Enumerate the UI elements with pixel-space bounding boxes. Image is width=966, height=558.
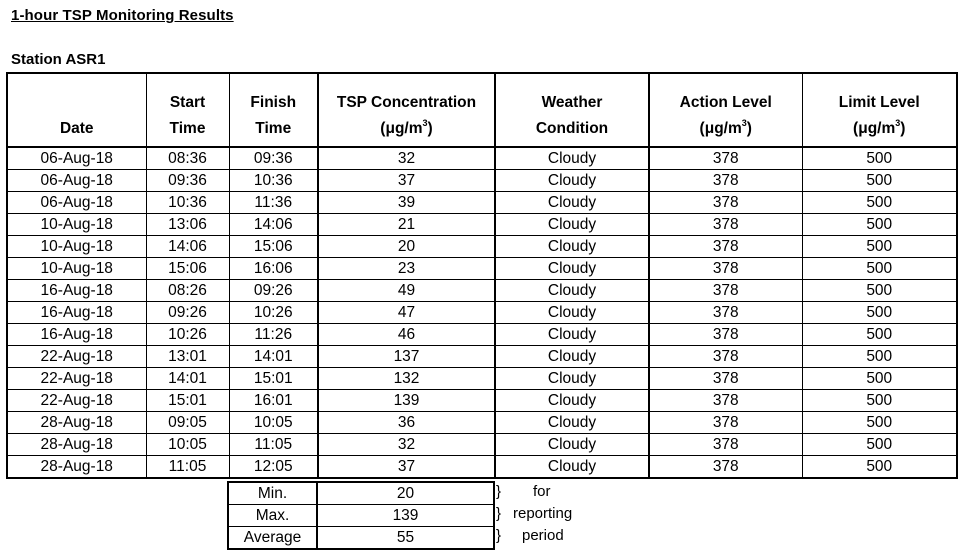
table-row (7, 456, 957, 479)
cell-weather: Cloudy (495, 368, 649, 390)
cell-finish-time: 09:26 (229, 280, 318, 302)
cell-tsp: 46 (318, 324, 495, 346)
cell-finish-time: 11:26 (229, 324, 318, 346)
cell-action-level: 378 (649, 346, 802, 368)
cell-tsp: 36 (318, 412, 495, 434)
table-row (7, 280, 957, 302)
monitoring-results-table (6, 72, 958, 479)
cell-finish-time: 15:06 (229, 236, 318, 258)
cell-weather: Cloudy (495, 412, 649, 434)
summary-value: 20 (317, 482, 494, 505)
cell-finish-time: 14:06 (229, 214, 318, 236)
header-finish-time: Finish Time (229, 73, 318, 147)
cell-start-time: 13:06 (146, 214, 229, 236)
header-tsp-concentration: TSP Concentration $(\mu g/m^3)$ (318, 73, 495, 147)
cell-tsp: 139 (318, 390, 495, 412)
summary-label: Min. (228, 482, 317, 505)
cell-action-level: 378 (649, 434, 802, 456)
cell-weather: Cloudy (495, 390, 649, 412)
table-row (7, 302, 957, 324)
cell-date: 22-Aug-18 (7, 368, 146, 390)
cell-action-level: 378 (649, 214, 802, 236)
cell-action-level: 378 (649, 368, 802, 390)
cell-start-time: 15:06 (146, 258, 229, 280)
table-row (7, 170, 957, 192)
cell-start-time: 09:36 (146, 170, 229, 192)
cell-finish-time: 16:06 (229, 258, 318, 280)
summary-note-period: period (522, 527, 564, 544)
cell-tsp: 32 (318, 434, 495, 456)
table-row (7, 147, 957, 170)
cell-action-level: 378 (649, 390, 802, 412)
page-title: 1-hour TSP Monitoring Results (11, 7, 234, 24)
cell-limit-level: 500 (802, 368, 957, 390)
cell-start-time: 10:26 (146, 324, 229, 346)
cell-finish-time: 10:05 (229, 412, 318, 434)
cell-action-level: 378 (649, 324, 802, 346)
cell-limit-level: 500 (802, 170, 957, 192)
cell-weather: Cloudy (495, 346, 649, 368)
cell-limit-level: 500 (802, 456, 957, 479)
cell-start-time: 08:26 (146, 280, 229, 302)
table-row (7, 192, 957, 214)
summary-row-average (228, 527, 494, 550)
cell-tsp: 37 (318, 456, 495, 479)
cell-weather: Cloudy (495, 280, 649, 302)
header-date: Date (7, 73, 146, 147)
cell-weather: Cloudy (495, 324, 649, 346)
cell-limit-level: 500 (802, 280, 957, 302)
cell-limit-level: 500 (802, 214, 957, 236)
summary-row-max (228, 505, 494, 527)
cell-date: 06-Aug-18 (7, 192, 146, 214)
table-row (7, 434, 957, 456)
cell-finish-time: 14:01 (229, 346, 318, 368)
cell-tsp: 23 (318, 258, 495, 280)
brace: } (496, 505, 502, 522)
table-row (7, 258, 957, 280)
cell-tsp: 21 (318, 214, 495, 236)
cell-weather: Cloudy (495, 258, 649, 280)
cell-start-time: 10:36 (146, 192, 229, 214)
cell-action-level: 378 (649, 236, 802, 258)
cell-weather: Cloudy (495, 302, 649, 324)
cell-tsp: 47 (318, 302, 495, 324)
cell-limit-level: 500 (802, 346, 957, 368)
cell-date: 28-Aug-18 (7, 412, 146, 434)
cell-limit-level: 500 (802, 147, 957, 170)
cell-finish-time: 10:26 (229, 302, 318, 324)
table-row (7, 390, 957, 412)
summary-value: 55 (317, 527, 494, 550)
cell-date: 28-Aug-18 (7, 434, 146, 456)
cell-action-level: 378 (649, 280, 802, 302)
cell-date: 06-Aug-18 (7, 170, 146, 192)
cell-finish-time: 11:05 (229, 434, 318, 456)
table-row (7, 346, 957, 368)
cell-limit-level: 500 (802, 324, 957, 346)
cell-start-time: 08:36 (146, 147, 229, 170)
cell-tsp: 20 (318, 236, 495, 258)
table-row (7, 324, 957, 346)
cell-start-time: 14:06 (146, 236, 229, 258)
cell-date: 10-Aug-18 (7, 258, 146, 280)
cell-tsp: 39 (318, 192, 495, 214)
cell-date: 16-Aug-18 (7, 324, 146, 346)
table-row (7, 368, 957, 390)
cell-date: 16-Aug-18 (7, 302, 146, 324)
cell-weather: Cloudy (495, 147, 649, 170)
cell-date: 06-Aug-18 (7, 147, 146, 170)
cell-date: 10-Aug-18 (7, 214, 146, 236)
cell-start-time: 09:05 (146, 412, 229, 434)
cell-finish-time: 09:36 (229, 147, 318, 170)
cell-finish-time: 11:36 (229, 192, 318, 214)
table-row (7, 412, 957, 434)
cell-action-level: 378 (649, 147, 802, 170)
summary-label: Average (228, 527, 317, 550)
cell-tsp: 132 (318, 368, 495, 390)
cell-action-level: 378 (649, 302, 802, 324)
cell-finish-time: 15:01 (229, 368, 318, 390)
cell-tsp: 32 (318, 147, 495, 170)
cell-finish-time: 12:05 (229, 456, 318, 479)
cell-date: 22-Aug-18 (7, 390, 146, 412)
brace: } (496, 483, 502, 500)
cell-limit-level: 500 (802, 434, 957, 456)
cell-start-time: 14:01 (146, 368, 229, 390)
cell-tsp: 137 (318, 346, 495, 368)
summary-value: 139 (317, 505, 494, 527)
brace: } (496, 527, 502, 544)
cell-tsp: 49 (318, 280, 495, 302)
table-row (7, 214, 957, 236)
cell-action-level: 378 (649, 258, 802, 280)
header-action-level: Action Level $(\mu g/m^3)$ (649, 73, 802, 147)
station-label: Station ASR1 (11, 51, 106, 68)
cell-limit-level: 500 (802, 302, 957, 324)
cell-start-time: 09:26 (146, 302, 229, 324)
cell-start-time: 15:01 (146, 390, 229, 412)
cell-date: 22-Aug-18 (7, 346, 146, 368)
cell-action-level: 378 (649, 170, 802, 192)
cell-action-level: 378 (649, 456, 802, 479)
cell-limit-level: 500 (802, 236, 957, 258)
summary-row-min (228, 482, 494, 505)
cell-start-time: 10:05 (146, 434, 229, 456)
cell-finish-time: 10:36 (229, 170, 318, 192)
summary-note-reporting: reporting (513, 505, 573, 522)
cell-start-time: 13:01 (146, 346, 229, 368)
cell-date: 10-Aug-18 (7, 236, 146, 258)
cell-weather: Cloudy (495, 434, 649, 456)
header-limit-level: Limit Level $(\mu g/m^3)$ (802, 73, 957, 147)
summary-note-for: for (533, 483, 551, 500)
cell-limit-level: 500 (802, 258, 957, 280)
cell-action-level: 378 (649, 192, 802, 214)
cell-weather: Cloudy (495, 456, 649, 479)
summary-label: Max. (228, 505, 317, 527)
header-start-time: Start Time (146, 73, 229, 147)
table-row (7, 236, 957, 258)
cell-start-time: 11:05 (146, 456, 229, 479)
cell-limit-level: 500 (802, 192, 957, 214)
cell-limit-level: 500 (802, 412, 957, 434)
cell-action-level: 378 (649, 412, 802, 434)
header-weather-condition: Weather Condition (495, 73, 649, 147)
cell-weather: Cloudy (495, 214, 649, 236)
cell-tsp: 37 (318, 170, 495, 192)
summary-table (227, 481, 495, 550)
cell-weather: Cloudy (495, 192, 649, 214)
cell-weather: Cloudy (495, 170, 649, 192)
cell-weather: Cloudy (495, 236, 649, 258)
cell-date: 28-Aug-18 (7, 456, 146, 479)
cell-finish-time: 16:01 (229, 390, 318, 412)
cell-limit-level: 500 (802, 390, 957, 412)
cell-date: 16-Aug-18 (7, 280, 146, 302)
